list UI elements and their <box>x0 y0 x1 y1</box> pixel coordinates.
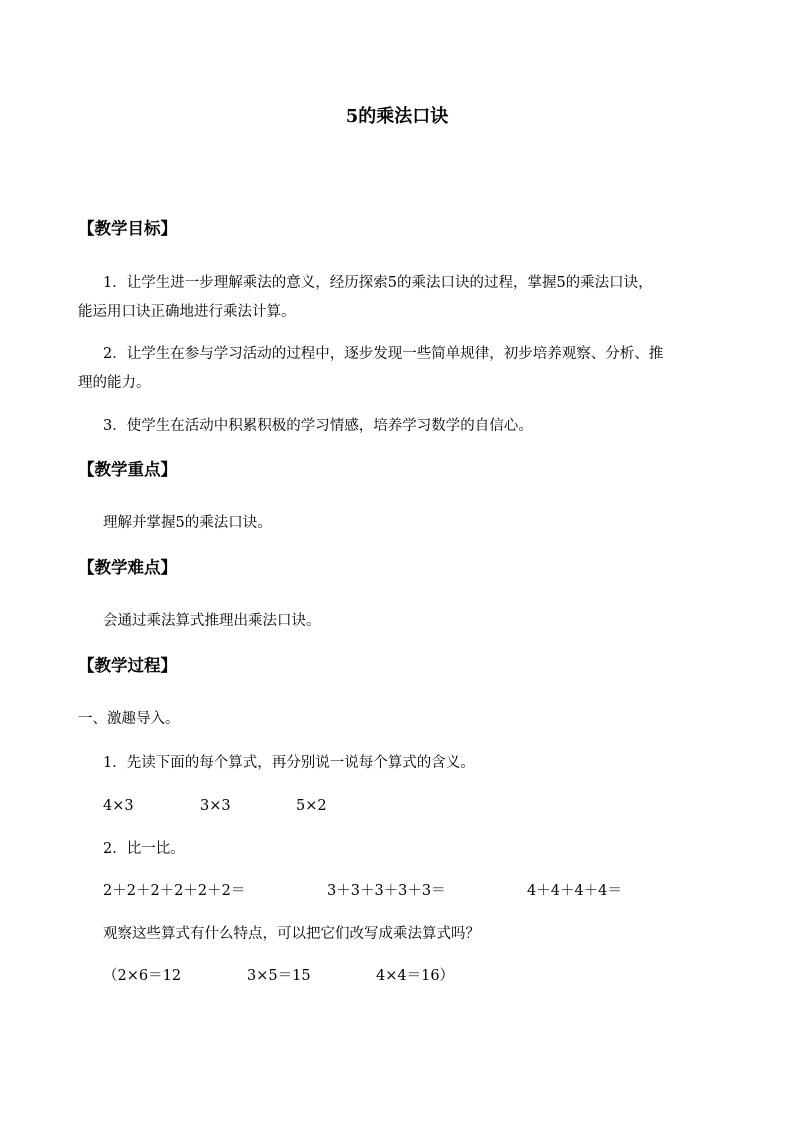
process-step-1: 1．先读下面的每个算式，再分别说一说每个算式的含义。 <box>103 755 475 771</box>
objective-item-3: 3．使学生在活动中积累积极的学习情感，培养学习数学的自信心。 <box>103 418 533 434</box>
objective-item-1-line-1: 1．让学生进一步理解乘法的意义，经历探索5的乘法口诀的过程，掌握5的乘法口诀， <box>103 275 653 291</box>
expression: 3＋3＋3＋3＋3＝ <box>327 883 446 899</box>
expression: 5×2 <box>296 798 327 814</box>
expression: 4×4＝16） <box>376 968 455 984</box>
step-2-expressions <box>0 884 794 904</box>
objective-item-2-line-2: 理的能力。 <box>78 375 151 391</box>
expression: 2＋2＋2＋2＋2＋2＝ <box>103 883 246 899</box>
answer-expressions <box>0 969 794 989</box>
process-step-2: 2．比一比。 <box>103 841 185 857</box>
key-points-heading: 【教学重点】 <box>78 460 177 479</box>
document-title: 5的乘法口诀 <box>345 106 449 127</box>
expression: 3×5＝15 <box>247 968 311 984</box>
key-points-text: 理解并掌握5的乘法口诀。 <box>103 515 272 531</box>
process-part-1-title: 一、激趣导入。 <box>78 711 180 727</box>
step-1-expressions <box>0 799 794 819</box>
difficulties-heading: 【教学难点】 <box>78 558 177 577</box>
expression: 4×3 <box>103 798 134 814</box>
expression: 4＋4＋4＋4＝ <box>527 883 622 899</box>
expression: （2×6＝12 <box>103 968 182 984</box>
difficulties-text: 会通过乘法算式推理出乘法口诀。 <box>103 613 321 629</box>
objectives-heading: 【教学目标】 <box>78 219 177 238</box>
expression: 3×3 <box>200 798 231 814</box>
process-heading: 【教学过程】 <box>78 656 177 675</box>
process-question: 观察这些算式有什么特点，可以把它们改写成乘法算式吗？ <box>103 926 480 942</box>
objective-item-2-line-1: 2．让学生在参与学习活动的过程中，逐步发现一些简单规律，初步培养观察、分析、推 <box>103 346 664 362</box>
objective-item-1-line-2: 能运用口诀正确地进行乘法计算。 <box>78 304 296 320</box>
